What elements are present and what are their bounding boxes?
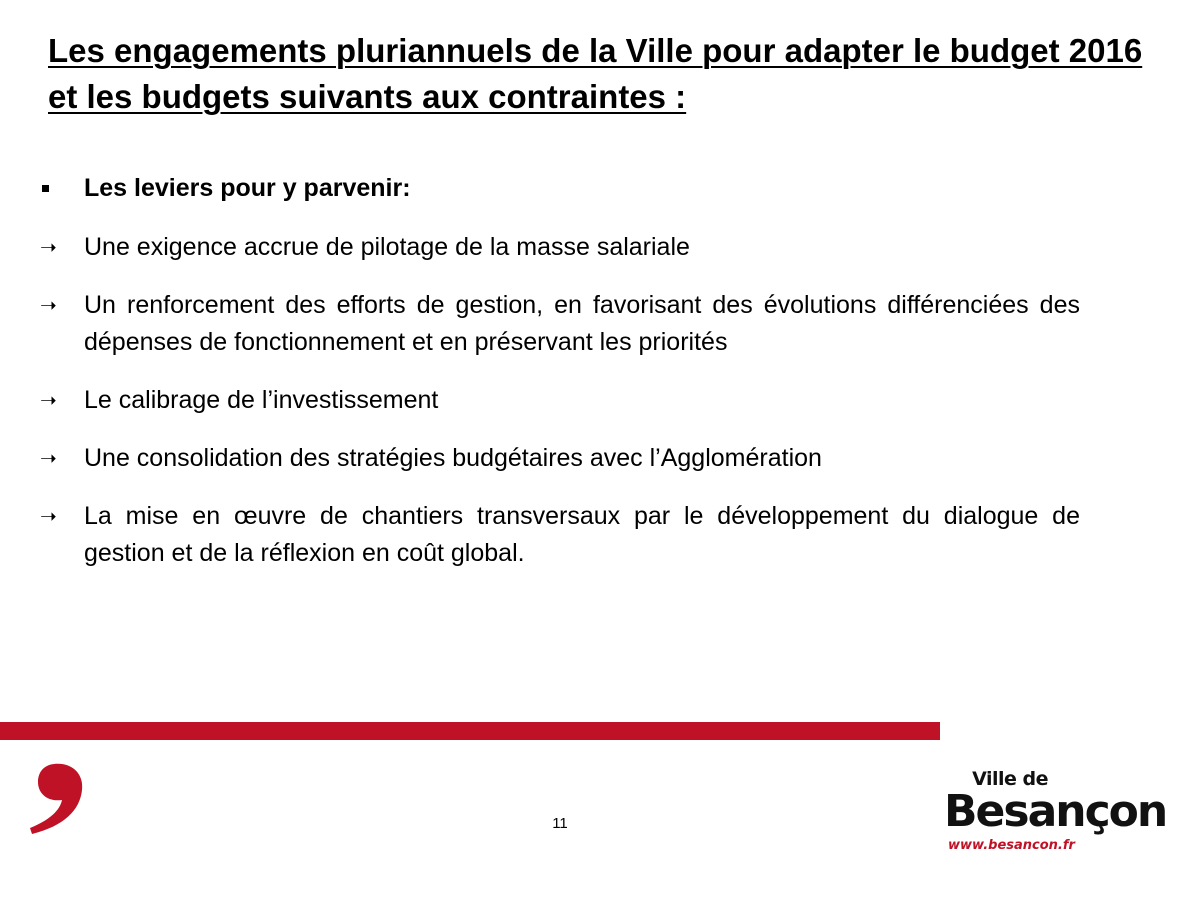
levers-heading-row (40, 170, 1080, 206)
arrow-right-icon: ➝ (40, 388, 57, 412)
list-item (40, 498, 1080, 572)
brand-name: Besançon (944, 786, 1167, 837)
slide-content (40, 170, 1080, 593)
list-item-text: Le calibrage de l’investissement (84, 386, 439, 414)
footer-accent-bar (0, 722, 940, 740)
list-item (40, 382, 1080, 419)
slide-title: Les engagements pluriannuels de la Ville pour adapter le budget 2016 et les budgets suivants aux contraintes : (48, 32, 1143, 115)
levers-heading: Les leviers pour y parvenir: (84, 174, 411, 202)
list-item (40, 287, 1080, 361)
brand-url: www.besancon.fr (948, 838, 1075, 853)
list-item (40, 229, 1080, 266)
page-number: 11 (552, 815, 568, 832)
list-item-text: Un renforcement des efforts de gestion, en favorisant des évolutions différenciées des dépenses de fonctionnement et en préservant les priorités (84, 291, 1080, 356)
arrow-right-icon: ➝ (40, 504, 57, 528)
list-item-text: Une exigence accrue de pilotage de la masse salariale (84, 233, 690, 261)
square-bullet-icon (42, 185, 49, 192)
arrow-right-icon: ➝ (40, 446, 57, 470)
arrow-right-icon: ➝ (40, 235, 57, 259)
list-item (40, 440, 1080, 477)
list-item-text: Une consolidation des stratégies budgétaires avec l’Agglomération (84, 444, 822, 472)
arrow-right-icon: ➝ (40, 293, 57, 317)
levers-list (40, 229, 1080, 572)
list-item-text: La mise en œuvre de chantiers transversaux par le développement du dialogue de gestion et de la réflexion en coût global. (84, 502, 1080, 567)
comma-logo-icon (24, 762, 90, 838)
besancon-brand-logo (940, 768, 1167, 868)
brand-ville-label: Ville de (972, 768, 1048, 790)
